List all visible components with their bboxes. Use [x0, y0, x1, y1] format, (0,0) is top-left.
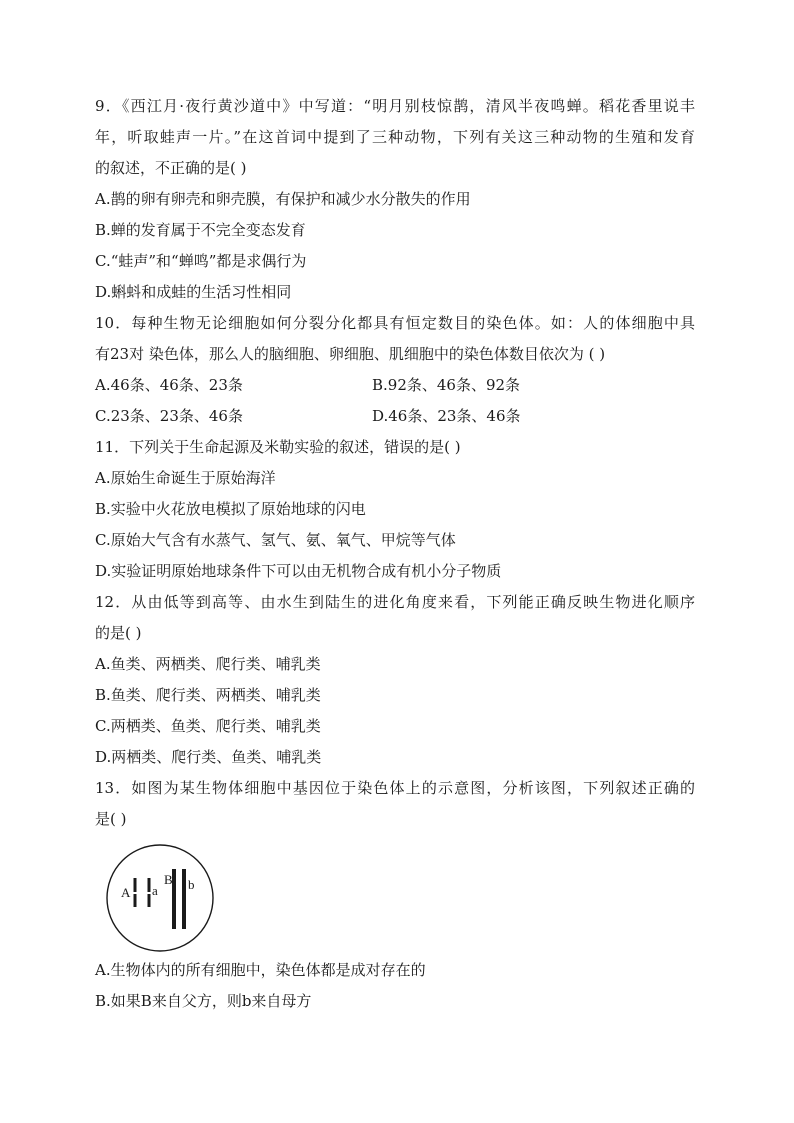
question-10-option-d: D.46条、23条、46条	[372, 407, 521, 425]
question-9-option-a: A.鹊的卵有卵壳和卵壳膜，有保护和减少水分散失的作用	[95, 190, 471, 208]
question-9-stem-line-1: 9．《西江月·夜行黄沙道中》中写道：“明月别枝惊鹊，清风半夜鸣蝉。稻花香里说丰	[95, 97, 695, 115]
gene-label-a-lower: a	[152, 883, 158, 898]
question-10-option-c: C.23条、23条、46条	[95, 407, 243, 425]
question-11	[95, 432, 695, 587]
question-12	[95, 587, 695, 773]
question-9-option-b: B.蝉的发育属于不完全变态发育	[95, 221, 306, 239]
question-10-stem-line-2: 有23对 染色体，那么人的脑细胞、卵细胞、肌细胞中的染色体数目依次为 ( )	[95, 345, 606, 363]
question-11-option-c: C.原始大气含有水蒸气、氢气、氨、氧气、甲烷等气体	[95, 531, 456, 549]
gene-label-a-upper: A	[121, 885, 131, 900]
question-list	[95, 91, 695, 1017]
question-9	[95, 91, 695, 308]
question-10-stem-line-1: 10．每种生物无论细胞如何分裂分化都具有恒定数目的染色体。如：人的体细胞中具	[95, 314, 695, 332]
gene-label-b-upper: B	[164, 872, 173, 887]
question-12-option-b: B.鱼类、爬行类、两栖类、哺乳类	[95, 686, 321, 704]
question-12-stem-line-2: 的是( )	[95, 624, 142, 642]
cell-circle-figure	[105, 843, 217, 955]
question-10-option-b: B.92条、46条、92条	[372, 376, 521, 394]
question-13	[95, 773, 695, 1017]
question-11-option-a: A.原始生命诞生于原始海洋	[95, 469, 276, 487]
question-11-option-d: D.实验证明原始地球条件下可以由无机物合成有机小分子物质	[95, 562, 502, 580]
question-12-option-a: A.鱼类、两栖类、爬行类、哺乳类	[95, 655, 321, 673]
gene-label-b-lower: b	[188, 877, 195, 892]
chromosome-diagram	[95, 835, 695, 955]
question-10-option-a: A.46条、46条、23条	[95, 376, 243, 394]
question-13-stem-line-2: 是( )	[95, 810, 127, 828]
question-9-stem-line-2: 年，听取蛙声一片。”在这首词中提到了三种动物，下列有关这三种动物的生殖和发育	[95, 128, 695, 146]
question-13-option-a: A.生物体内的所有细胞中，染色体都是成对存在的	[95, 961, 426, 979]
question-9-option-d: D.蝌蚪和成蛙的生活习性相同	[95, 283, 292, 301]
question-9-stem-line-3: 的叙述，不正确的是( )	[95, 159, 247, 177]
question-13-option-b: B.如果B来自父方，则b来自母方	[95, 992, 312, 1010]
question-11-option-b: B.实验中火花放电模拟了原始地球的闪电	[95, 500, 366, 518]
question-12-stem-line-1: 12．从由低等到高等、由水生到陆生的进化角度来看，下列能正确反映生物进化顺序	[95, 593, 695, 611]
question-9-option-c: C.“蛙声”和“蝉鸣”都是求偶行为	[95, 252, 307, 270]
question-10	[95, 308, 695, 432]
question-12-option-d: D.两栖类、爬行类、鱼类、哺乳类	[95, 748, 322, 766]
question-12-option-c: C.两栖类、鱼类、爬行类、哺乳类	[95, 717, 321, 735]
question-13-stem-line-1: 13．如图为某生物体细胞中基因位于染色体上的示意图，分析该图，下列叙述正确的	[95, 779, 695, 797]
question-11-stem-line-1: 11．下列关于生命起源及米勒实验的叙述，错误的是( )	[95, 438, 461, 456]
question-10-options-row-1	[95, 370, 695, 401]
question-10-options-row-2	[95, 401, 695, 432]
